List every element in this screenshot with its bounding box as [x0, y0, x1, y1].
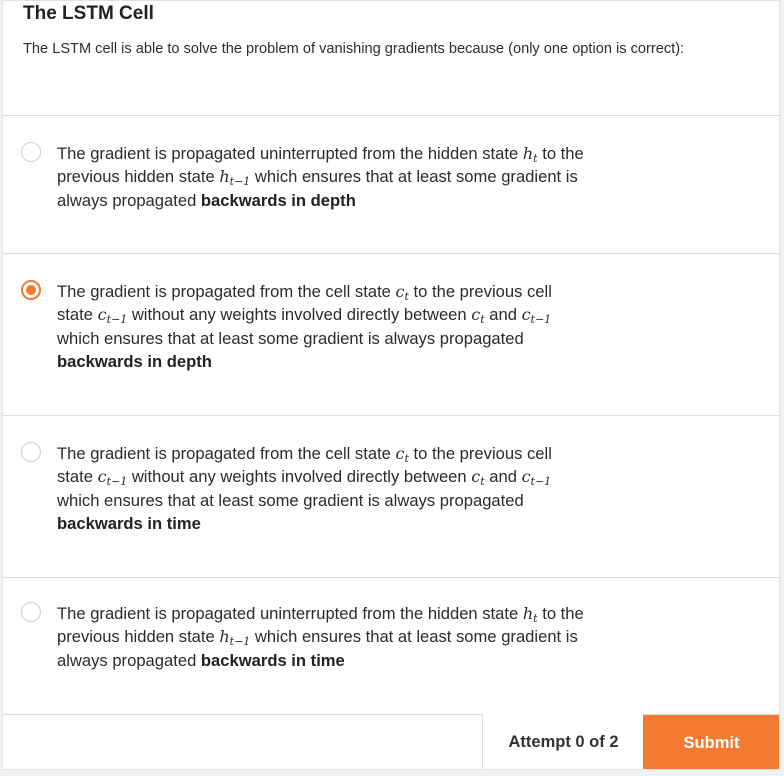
radio-button-option-2-selected[interactable]: [21, 280, 41, 300]
option-3-line-2: state $c_{t-1}$ without any weights involved directly between $c_t$ and $c_{t-1}$: [57, 467, 552, 489]
option-3-line-4: backwards in time: [57, 513, 201, 533]
math-c-t-minus-1: $c_{t-1}$: [97, 467, 128, 489]
math-c-t-minus-1: $c_{t-1}$: [521, 305, 552, 327]
question-header: [3, 1, 779, 116]
math-c-t-minus-1: $c_{t-1}$: [97, 305, 128, 327]
option-4-text: [57, 602, 584, 672]
option-1-line-1: The gradient is propagated uninterrupted from the hidden state $h_t$ to the: [57, 144, 584, 165]
math-c-t-minus-1: $c_{t-1}$: [521, 467, 552, 489]
question-title: The LSTM Cell: [23, 3, 154, 24]
math-h-t-minus-1: $h_{t-1}$: [219, 627, 251, 649]
answer-option-3[interactable]: [3, 416, 779, 578]
answer-option-4[interactable]: [3, 578, 779, 715]
option-4-line-3: always propagated backwards in time: [57, 650, 345, 670]
attempt-counter: Attempt 0 of 2: [482, 714, 644, 770]
quiz-card: [2, 0, 780, 770]
option-3-line-1: The gradient is propagated from the cell state $c_t$ to the previous cell: [57, 444, 552, 465]
option-2-line-3: which ensures that at least some gradient is always propagated: [57, 328, 524, 348]
math-h-t: $h_t$: [522, 144, 538, 165]
option-1-line-3: always propagated backwards in depth: [57, 190, 356, 210]
option-4-line-1: The gradient is propagated uninterrupted from the hidden state $h_t$ to the: [57, 604, 584, 625]
math-h-t-minus-1: $h_{t-1}$: [219, 167, 251, 189]
math-c-t: $c_t$: [471, 305, 485, 327]
quiz-footer: [3, 714, 779, 770]
option-2-line-4: backwards in depth: [57, 351, 212, 371]
option-3-line-3: which ensures that at least some gradient is always propagated: [57, 490, 524, 510]
radio-button-option-4[interactable]: [21, 602, 41, 622]
option-1-line-2: previous hidden state $h_{t-1}$ which ensures that at least some gradient is: [57, 167, 578, 189]
submit-button[interactable]: Submit: [643, 715, 780, 770]
math-c-t: $c_t$: [395, 444, 409, 465]
option-3-text: [57, 442, 552, 535]
math-h-t: $h_t$: [522, 604, 538, 625]
option-1-text: [57, 142, 584, 212]
option-2-text: [57, 280, 552, 373]
option-2-line-2: state $c_{t-1}$ without any weights involved directly between $c_t$ and $c_{t-1}$: [57, 305, 552, 327]
math-c-t: $c_t$: [471, 467, 485, 489]
option-4-line-2: previous hidden state $h_{t-1}$ which ensures that at least some gradient is: [57, 627, 578, 649]
answer-option-1[interactable]: [3, 116, 779, 254]
radio-button-option-3[interactable]: [21, 442, 41, 462]
option-2-line-1: The gradient is propagated from the cell state $c_t$ to the previous cell: [57, 282, 552, 303]
question-prompt: The LSTM cell is able to solve the problem of vanishing gradients because (only one option is correct):: [23, 41, 685, 57]
answer-option-2[interactable]: [3, 254, 779, 416]
radio-button-option-1[interactable]: [21, 142, 41, 162]
math-c-t: $c_t$: [395, 282, 409, 303]
